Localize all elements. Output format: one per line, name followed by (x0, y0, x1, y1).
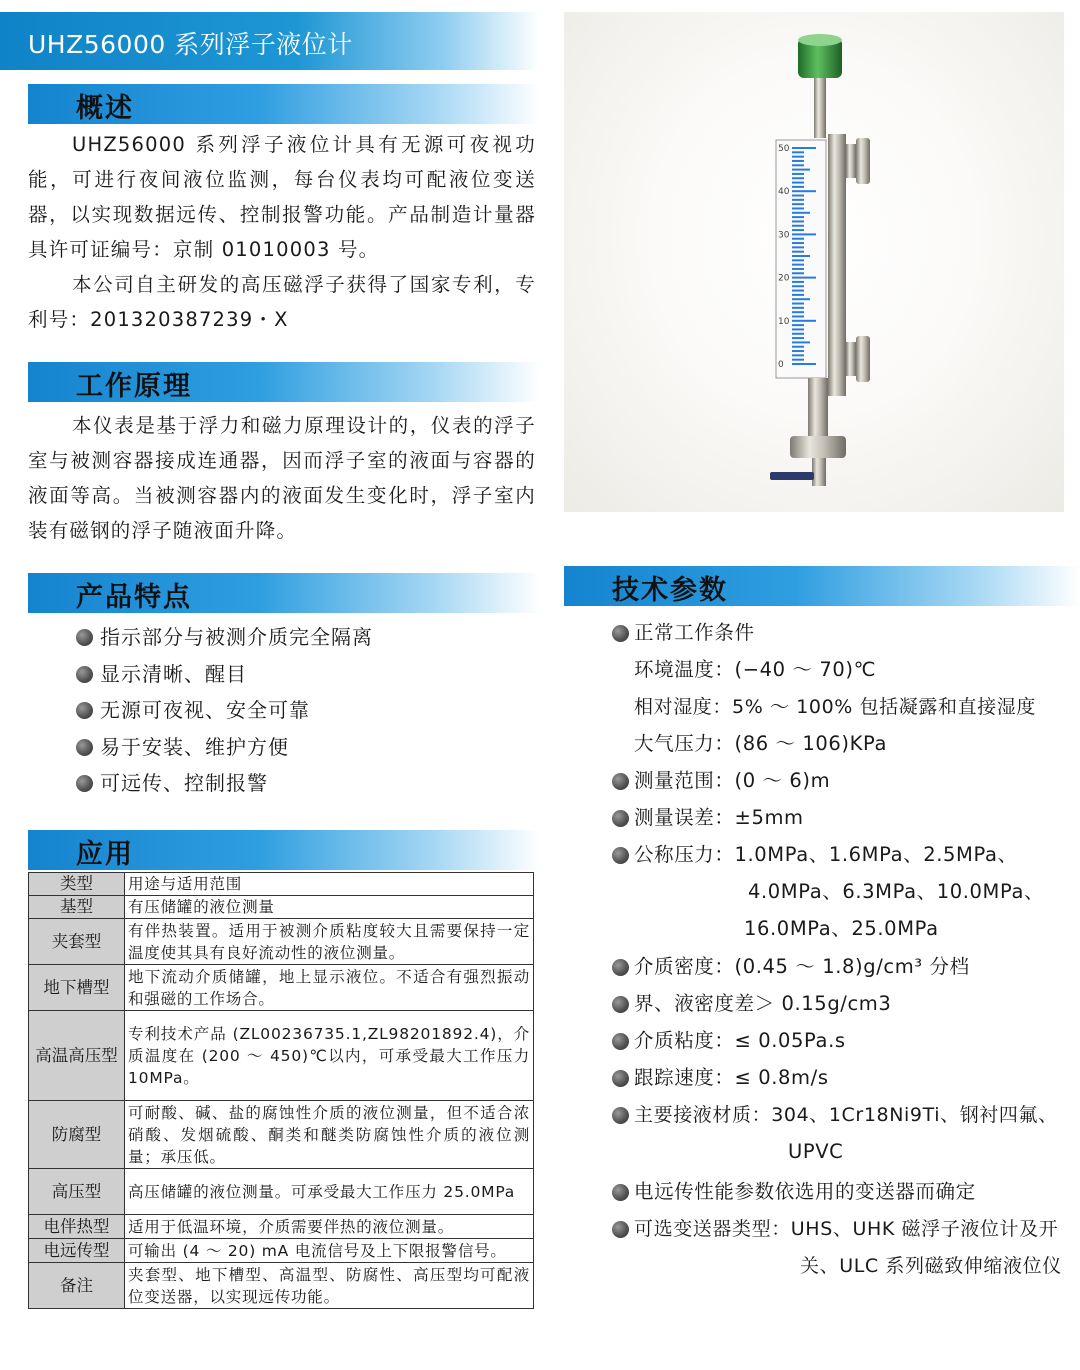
table-cell-usage: 有伴热装置。适用于被测介质粘度较大且需要保持一定温度使其具有良好流动性的液位测量。 (125, 919, 534, 965)
scale-tick (792, 281, 804, 283)
scale-tick (792, 251, 804, 253)
bullet-icon (612, 625, 629, 642)
table-row (29, 873, 534, 896)
scale-tick (792, 160, 804, 162)
scale-tick (792, 307, 804, 309)
bullet-icon (76, 739, 93, 756)
spec-item: 正常工作条件 (612, 618, 755, 648)
scale-tick (792, 285, 804, 287)
table-cell-usage: 地下流动介质储罐，地上显示液位。不适合有强烈振动和强磁的工作场合。 (125, 965, 534, 1011)
scale-tick (792, 177, 804, 179)
table-cell-type: 类型 (29, 873, 125, 896)
spec-item: 公称压力：1.0MPa、1.6MPa、2.5MPa、 (612, 840, 1018, 870)
table-row (29, 919, 534, 965)
scale-tick (792, 268, 804, 270)
scale-number: 50 (778, 144, 790, 154)
table-cell-type: 夹套型 (29, 919, 125, 965)
spec-item: 跟踪速度：≤ 0.8m/s (612, 1063, 829, 1093)
scale-tick (792, 359, 804, 361)
scale-tick (792, 233, 816, 235)
table-row (29, 965, 534, 1011)
list-item: 易于安装、维护方便 (76, 730, 373, 767)
spec-item: 可选变送器类型：UHS、UHK 磁浮子液位计及开 (612, 1214, 1058, 1244)
product-photo (564, 12, 1064, 512)
table-cell-usage: 可输出 (4 ～ 20) mA 电流信号及上下限报警信号。 (125, 1239, 534, 1263)
scale-tick (792, 255, 810, 257)
bullet-icon (612, 810, 629, 827)
principle-heading-bar (28, 362, 540, 402)
application-heading: 应用 (76, 839, 134, 870)
scale-tick (792, 147, 816, 149)
scale-tick (792, 277, 816, 279)
bullet-icon (76, 666, 93, 683)
scale-tick (792, 298, 810, 300)
table-cell-type: 防腐型 (29, 1101, 125, 1169)
table-cell-usage: 高压储罐的液位测量。可承受最大工作压力 25.0MPa (125, 1169, 534, 1215)
scale-tick (792, 324, 804, 326)
scale-number: 0 (778, 360, 784, 370)
spec-item: 16.0MPa、25.0MPa (744, 917, 939, 940)
bullet-icon (76, 629, 93, 646)
specs-heading: 技术参数 (612, 575, 728, 606)
bullet-icon (76, 702, 93, 719)
list-item: 无源可夜视、安全可靠 (76, 693, 373, 730)
scale-tick (792, 294, 804, 296)
spec-item: 相对湿度：5% ～ 100% 包括凝露和直接湿度 (634, 696, 1036, 718)
spec-item: 测量范围：(0 ～ 6)m (612, 766, 830, 796)
scale-number: 10 (778, 316, 790, 327)
features-list (76, 620, 373, 803)
table-row (29, 1169, 534, 1215)
spec-item: 介质密度：(0.45 ～ 1.8)g/cm³ 分档 (612, 952, 970, 982)
drain-valve-handle (770, 472, 814, 480)
scale-tick (792, 346, 804, 348)
bullet-icon (612, 773, 629, 790)
bullet-icon (612, 1107, 629, 1124)
scale-tick (792, 229, 804, 231)
features-heading-bar (28, 573, 540, 613)
table-cell-type: 电远传型 (29, 1239, 125, 1263)
overview-paragraph-1: UHZ56000 系列浮子液位计具有无源可夜视功能，可进行夜间液位监测，每台仪表均可配液位变送器，以实现数据远传、控制报警功能。产品制造计量器具许可证编号：京制 01010003 号。 (28, 133, 536, 261)
spec-item: 界、液密度差＞ 0.15g/cm3 (612, 989, 891, 1019)
principle-heading: 工作原理 (76, 371, 192, 402)
table-cell-usage: 用途与适用范围 (125, 873, 534, 896)
scale-number: 20 (778, 273, 790, 284)
application-heading-bar (28, 830, 540, 870)
scale-tick (792, 238, 804, 240)
table-cell-type: 地下槽型 (29, 965, 125, 1011)
list-item: 可远传、控制报警 (76, 766, 373, 803)
scale-tick (792, 173, 804, 175)
level-gauge-illustration (564, 12, 1064, 512)
scale-tick (792, 303, 804, 305)
scale-tick (792, 272, 804, 274)
table-cell-usage: 适用于低温环境，介质需要伴热的液位测量。 (125, 1215, 534, 1239)
scale-tick (792, 290, 804, 292)
float-chamber (828, 134, 846, 396)
specs-heading-bar (564, 566, 1080, 606)
title-bar (0, 12, 540, 70)
list-item: 指示部分与被测介质完全隔离 (76, 620, 373, 657)
scale-tick (792, 264, 804, 266)
table-cell-type: 高压型 (29, 1169, 125, 1215)
table-row (29, 1101, 534, 1169)
bullet-icon (612, 1070, 629, 1087)
overview-heading: 概述 (76, 93, 134, 124)
bullet-icon (76, 775, 93, 792)
scale-number: 30 (778, 230, 790, 241)
scale-tick (792, 207, 804, 209)
spec-item: 主要接液材质：304、1Cr18Ni9Ti、钢衬四氟、 (612, 1100, 1058, 1130)
spec-item: 环境温度：(−40 ～ 70)℃ (634, 658, 877, 681)
scale-tick (792, 169, 810, 171)
table-cell-usage: 可耐酸、碱、盐的腐蚀性介质的液位测量，但不适合浓硝酸、发烟硫酸、酮类和醚类防腐蚀性介质的液位测量；承压低。 (125, 1101, 534, 1169)
overview-paragraph-2: 本公司自主研发的高压磁浮子获得了国家专利，专利号：201320387239・X (28, 273, 536, 331)
bullet-icon (612, 959, 629, 976)
table-cell-usage: 夹套型、地下槽型、高温型、防腐性、高压型均可配液位变送器，以实现远传功能。 (125, 1263, 534, 1309)
table-cell-type: 备注 (29, 1263, 125, 1309)
application-table (28, 872, 534, 1309)
scale-tick (792, 190, 816, 192)
scale-tick (792, 363, 816, 365)
scale-tick (792, 337, 804, 339)
scale-tick (792, 220, 804, 222)
table-cell-type: 基型 (29, 896, 125, 919)
overview-text (28, 127, 536, 337)
table-cell-usage: 有压储罐的液位测量 (125, 896, 534, 919)
table-cell-usage: 专利技术产品 (ZL00236735.1,ZL98201892.4)，介质温度在 (200 ～ 450)℃以内，可承受最大工作压力 10MPa。 (125, 1011, 534, 1101)
bullet-icon (612, 1033, 629, 1050)
scale-tick (792, 182, 804, 184)
scale-tick (792, 195, 804, 197)
list-item: 显示清晰、醒目 (76, 657, 373, 694)
principle-text (28, 408, 536, 548)
scale-tick (792, 203, 804, 205)
features-heading: 产品特点 (76, 582, 192, 613)
scale-tick (792, 246, 804, 248)
spec-item: 测量误差：±5mm (612, 803, 804, 833)
table-row (29, 1263, 534, 1309)
table-row (29, 1215, 534, 1239)
scale-tick (792, 151, 804, 153)
scale-tick (792, 315, 804, 317)
scale-tick (792, 186, 804, 188)
scale-tick (792, 156, 804, 158)
scale-tick (792, 199, 804, 201)
bullet-icon (612, 847, 629, 864)
spec-item: 大气压力：(86 ～ 106)KPa (634, 732, 888, 755)
scale-tick (792, 350, 804, 352)
scale-tick (792, 311, 804, 313)
scale-tick (792, 328, 804, 330)
spec-item: 电远传性能参数依选用的变送器而确定 (612, 1177, 976, 1207)
scale-tick (792, 259, 804, 261)
table-row (29, 1011, 534, 1101)
scale-number: 40 (778, 187, 790, 198)
scale-tick (792, 164, 804, 166)
table-row (29, 1239, 534, 1263)
spec-item: UPVC (788, 1140, 844, 1163)
spec-item: 关、ULC 系列磁致伸缩液位仪 (800, 1255, 1062, 1277)
scale-tick (792, 333, 804, 335)
spec-item: 介质粘度：≤ 0.05Pa.s (612, 1026, 846, 1056)
table-row (29, 896, 534, 919)
scale-tick (792, 320, 816, 322)
scale-tick (792, 212, 810, 214)
scale-tick (792, 341, 810, 343)
bullet-icon (612, 1221, 629, 1238)
bullet-icon (612, 1184, 629, 1201)
scale-tick (792, 216, 804, 218)
bullet-icon (612, 996, 629, 1013)
scale-tick (792, 225, 804, 227)
table-cell-type: 高温高压型 (29, 1011, 125, 1101)
scale-tick (792, 354, 804, 356)
page-title: UHZ56000 系列浮子液位计 (28, 30, 353, 59)
table-cell-type: 电伴热型 (29, 1215, 125, 1239)
scale-tick (792, 242, 804, 244)
overview-heading-bar (28, 84, 540, 124)
spec-item: 4.0MPa、6.3MPa、10.0MPa、 (748, 880, 1045, 903)
bottom-flange (790, 436, 846, 458)
principle-paragraph: 本仪表是基于浮力和磁力原理设计的，仪表的浮子室与被测容器接成连通器，因而浮子室的液面与容器的液面等高。当被测容器内的液面发生变化时，浮子室内装有磁钢的浮子随液面升降。 (28, 414, 536, 542)
